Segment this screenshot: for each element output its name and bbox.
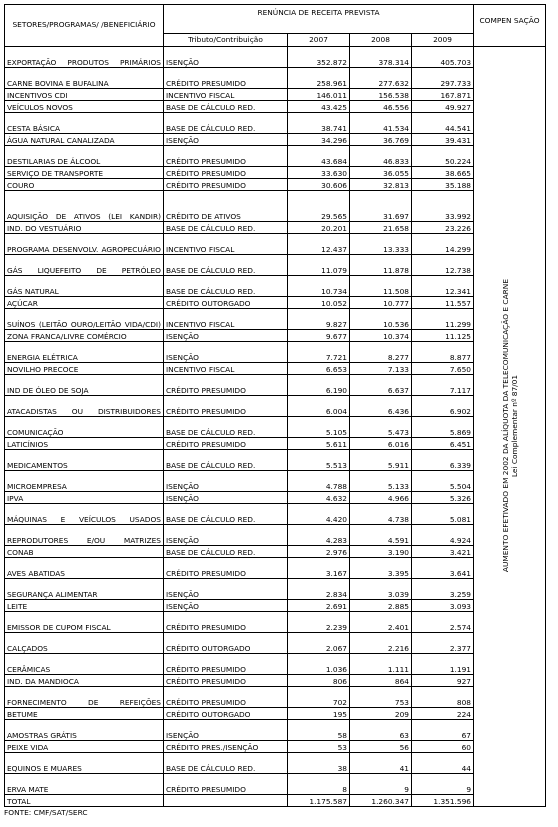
- value-2008-cell: 6.637: [350, 375, 412, 396]
- table-row: [5, 309, 546, 330]
- tax-type-cell: CRÉDITO OUTORGADO: [164, 633, 288, 654]
- value-2009-cell: 50.224: [412, 146, 474, 167]
- tax-type-cell: CRÉDITO PRESUMIDO: [164, 179, 288, 191]
- table-row: [5, 492, 546, 504]
- value-2009-cell: 12.341: [412, 276, 474, 297]
- value-2007-cell: 10.734: [288, 276, 350, 297]
- tax-type-cell: CRÉDITO DE ATIVOS: [164, 191, 288, 222]
- value-2009-cell: 44: [412, 753, 474, 774]
- tax-type-cell: [164, 795, 288, 807]
- tax-type-cell: CRÉDITO PRES./ISENÇÃO: [164, 741, 288, 753]
- sector-name-cell: CERÂMICAS: [5, 654, 164, 675]
- tax-type-cell: CRÉDITO PRESUMIDO: [164, 687, 288, 708]
- value-2008-cell: 7.133: [350, 363, 412, 375]
- table-row: [5, 579, 546, 600]
- tax-type-cell: ISENÇÃO: [164, 720, 288, 741]
- value-2009-cell: 49.927: [412, 101, 474, 113]
- value-2009-cell: 2.377: [412, 633, 474, 654]
- sector-name-cell: PROGRAMA DESENVOLV. AGROPECUÁRIO: [5, 234, 164, 255]
- tax-type-cell: ISENÇÃO: [164, 342, 288, 363]
- value-2008-cell: 2.885: [350, 600, 412, 612]
- value-2009-cell: 33.992: [412, 191, 474, 222]
- value-2007-cell: 4.283: [288, 525, 350, 546]
- sector-name-cell: INCENTIVOS CDI: [5, 89, 164, 101]
- table-row: [5, 89, 546, 101]
- sector-name-cell: LATICÍNIOS: [5, 438, 164, 450]
- value-2008-cell: 753: [350, 687, 412, 708]
- value-2007-cell: 1.175.587: [288, 795, 350, 807]
- value-2007-cell: 4.788: [288, 471, 350, 492]
- sector-name-cell: NOVILHO PRECOCE: [5, 363, 164, 375]
- sector-name-cell: VEÍCULOS NOVOS: [5, 101, 164, 113]
- tax-type-cell: BASE DE CÁLCULO RED.: [164, 222, 288, 234]
- value-2007-cell: 2.067: [288, 633, 350, 654]
- value-2009-cell: 3.093: [412, 600, 474, 612]
- value-2009-cell: 405.703: [412, 47, 474, 68]
- value-2008-cell: 32.813: [350, 179, 412, 191]
- value-2008-cell: 4.966: [350, 492, 412, 504]
- value-2007-cell: 53: [288, 741, 350, 753]
- table-row: [5, 396, 546, 417]
- value-2007-cell: 9.677: [288, 330, 350, 342]
- table-row: [5, 363, 546, 375]
- table-row: [5, 741, 546, 753]
- table-row: [5, 600, 546, 612]
- value-2009-cell: 927: [412, 675, 474, 687]
- table-row: [5, 417, 546, 438]
- value-2009-cell: 7.650: [412, 363, 474, 375]
- sector-name-cell: CESTA BÁSICA: [5, 113, 164, 134]
- value-2007-cell: 5.611: [288, 438, 350, 450]
- value-2009-cell: 39.431: [412, 134, 474, 146]
- table-row: [5, 134, 546, 146]
- value-2008-cell: 5.133: [350, 471, 412, 492]
- table-row: [5, 708, 546, 720]
- value-2009-cell: 2.574: [412, 612, 474, 633]
- tax-type-cell: ISENÇÃO: [164, 525, 288, 546]
- table-row: [5, 438, 546, 450]
- value-2007-cell: 352.872: [288, 47, 350, 68]
- sector-name-cell: MEDICAMENTOS: [5, 450, 164, 471]
- tax-type-cell: CRÉDITO PRESUMIDO: [164, 675, 288, 687]
- table-row: [5, 375, 546, 396]
- value-2007-cell: 29.565: [288, 191, 350, 222]
- sector-name-cell: EQUINOS E MUARES: [5, 753, 164, 774]
- value-2009-cell: 35.188: [412, 179, 474, 191]
- source-note: FONTE: CMF/SAT/SERC: [4, 808, 88, 817]
- revenue-waiver-table-sheet: [4, 4, 545, 817]
- sector-name-cell: SEGURANÇA ALIMENTAR: [5, 579, 164, 600]
- value-2008-cell: 63: [350, 720, 412, 741]
- value-2009-cell: 6.451: [412, 438, 474, 450]
- sector-name-cell: AVES ABATIDAS: [5, 558, 164, 579]
- table-row: [5, 222, 546, 234]
- value-2008-cell: 10.374: [350, 330, 412, 342]
- sector-name-cell: SUÍNOS (LEITÃO OURO/LEITÃO VIDA/CDI): [5, 309, 164, 330]
- value-2007-cell: 38: [288, 753, 350, 774]
- value-2008-cell: 46.833: [350, 146, 412, 167]
- value-2007-cell: 702: [288, 687, 350, 708]
- tax-type-cell: CRÉDITO PRESUMIDO: [164, 167, 288, 179]
- sector-name-cell: AÇÚCAR: [5, 297, 164, 309]
- table-body: [5, 47, 546, 807]
- value-2008-cell: 41.534: [350, 113, 412, 134]
- value-2007-cell: 258.961: [288, 68, 350, 89]
- value-2007-cell: 7.721: [288, 342, 350, 363]
- table-row: [5, 675, 546, 687]
- table-row: [5, 234, 546, 255]
- tax-type-cell: CRÉDITO PRESUMIDO: [164, 774, 288, 795]
- sector-name-cell: TOTAL: [5, 795, 164, 807]
- value-2009-cell: 4.924: [412, 525, 474, 546]
- sector-name-cell: COURO: [5, 179, 164, 191]
- tax-type-cell: BASE DE CÁLCULO RED.: [164, 101, 288, 113]
- value-2008-cell: 2.216: [350, 633, 412, 654]
- value-2007-cell: 34.296: [288, 134, 350, 146]
- value-2009-cell: 5.326: [412, 492, 474, 504]
- total-row: [5, 795, 546, 807]
- value-2009-cell: 167.871: [412, 89, 474, 101]
- value-2009-cell: 11.299: [412, 309, 474, 330]
- value-2009-cell: 38.665: [412, 167, 474, 179]
- value-2009-cell: 5.869: [412, 417, 474, 438]
- header-year-2009: 2009: [412, 34, 474, 47]
- table-row: [5, 101, 546, 113]
- header-renuncia: RENÚNCIA DE RECEITA PREVISTA: [164, 5, 474, 34]
- tax-type-cell: CRÉDITO PRESUMIDO: [164, 146, 288, 167]
- table-row: [5, 113, 546, 134]
- value-2009-cell: 3.421: [412, 546, 474, 558]
- sector-name-cell: CARNE BOVINA E BUFALINA: [5, 68, 164, 89]
- value-2008-cell: 864: [350, 675, 412, 687]
- table-row: [5, 179, 546, 191]
- value-2007-cell: 33.630: [288, 167, 350, 179]
- value-2008-cell: 36.055: [350, 167, 412, 179]
- sector-name-cell: CALÇADOS: [5, 633, 164, 654]
- value-2009-cell: 3.259: [412, 579, 474, 600]
- value-2008-cell: 6.016: [350, 438, 412, 450]
- table-row: [5, 255, 546, 276]
- value-2009-cell: 44.541: [412, 113, 474, 134]
- value-2008-cell: 46.556: [350, 101, 412, 113]
- value-2007-cell: 6.653: [288, 363, 350, 375]
- table-row: [5, 471, 546, 492]
- value-2007-cell: 6.004: [288, 396, 350, 417]
- value-2009-cell: 1.351.596: [412, 795, 474, 807]
- header-tributo: Tributo/Contribuição: [164, 34, 288, 47]
- tax-type-cell: INCENTIVO FISCAL: [164, 89, 288, 101]
- table-row: [5, 612, 546, 633]
- value-2009-cell: 7.117: [412, 375, 474, 396]
- value-2009-cell: 6.339: [412, 450, 474, 471]
- tax-type-cell: ISENÇÃO: [164, 330, 288, 342]
- value-2008-cell: 21.658: [350, 222, 412, 234]
- tax-type-cell: ISENÇÃO: [164, 134, 288, 146]
- table-row: [5, 450, 546, 471]
- header-year-2008: 2008: [350, 34, 412, 47]
- value-2009-cell: 6.902: [412, 396, 474, 417]
- value-2007-cell: 195: [288, 708, 350, 720]
- value-2007-cell: 6.190: [288, 375, 350, 396]
- table-row: [5, 720, 546, 741]
- tax-type-cell: CRÉDITO PRESUMIDO: [164, 654, 288, 675]
- sector-name-cell: GÁS NATURAL: [5, 276, 164, 297]
- table-row: [5, 753, 546, 774]
- tax-type-cell: BASE DE CÁLCULO RED.: [164, 113, 288, 134]
- value-2007-cell: 4.420: [288, 504, 350, 525]
- tax-type-cell: ISENÇÃO: [164, 47, 288, 68]
- tax-type-cell: ISENÇÃO: [164, 579, 288, 600]
- sector-name-cell: FORNECIMENTO DE REFEIÇÕES: [5, 687, 164, 708]
- table-row: [5, 276, 546, 297]
- tax-type-cell: CRÉDITO PRESUMIDO: [164, 68, 288, 89]
- tax-type-cell: CRÉDITO PRESUMIDO: [164, 612, 288, 633]
- sector-name-cell: ÁGUA NATURAL CANALIZADA: [5, 134, 164, 146]
- sector-name-cell: IND. DO VESTUÁRIO: [5, 222, 164, 234]
- tax-type-cell: BASE DE CÁLCULO RED.: [164, 255, 288, 276]
- value-2007-cell: 38.741: [288, 113, 350, 134]
- tax-type-cell: INCENTIVO FISCAL: [164, 309, 288, 330]
- tax-type-cell: CRÉDITO PRESUMIDO: [164, 438, 288, 450]
- value-2008-cell: 378.314: [350, 47, 412, 68]
- tax-type-cell: BASE DE CÁLCULO RED.: [164, 546, 288, 558]
- value-2009-cell: 11.125: [412, 330, 474, 342]
- table-row: [5, 774, 546, 795]
- value-2008-cell: 4.591: [350, 525, 412, 546]
- value-2007-cell: 2.691: [288, 600, 350, 612]
- value-2008-cell: 1.111: [350, 654, 412, 675]
- sector-name-cell: BETUME: [5, 708, 164, 720]
- sector-name-cell: EMISSOR DE CUPOM FISCAL: [5, 612, 164, 633]
- value-2008-cell: 10.536: [350, 309, 412, 330]
- value-2007-cell: 3.167: [288, 558, 350, 579]
- value-2009-cell: 11.557: [412, 297, 474, 309]
- value-2008-cell: 31.697: [350, 191, 412, 222]
- value-2007-cell: 11.079: [288, 255, 350, 276]
- sector-name-cell: ATACADISTAS OU DISTRIBUIDORES: [5, 396, 164, 417]
- sector-name-cell: LEITE: [5, 600, 164, 612]
- sector-name-cell: REPRODUTORES E/OU MATRIZES: [5, 525, 164, 546]
- value-2009-cell: 23.226: [412, 222, 474, 234]
- value-2008-cell: 56: [350, 741, 412, 753]
- sector-name-cell: IND DE ÓLEO DE SOJA: [5, 375, 164, 396]
- sector-name-cell: PEIXE VIDA: [5, 741, 164, 753]
- tax-type-cell: BASE DE CÁLCULO RED.: [164, 417, 288, 438]
- value-2008-cell: 4.738: [350, 504, 412, 525]
- compensation-note-line2: Lei Complementar nº 87/01: [509, 374, 519, 477]
- value-2009-cell: 1.191: [412, 654, 474, 675]
- value-2008-cell: 11.508: [350, 276, 412, 297]
- table-row: [5, 558, 546, 579]
- tax-type-cell: INCENTIVO FISCAL: [164, 363, 288, 375]
- value-2007-cell: 2.834: [288, 579, 350, 600]
- value-2007-cell: 2.976: [288, 546, 350, 558]
- sector-name-cell: EXPORTAÇÃO PRODUTOS PRIMÁRIOS: [5, 47, 164, 68]
- tax-type-cell: CRÉDITO OUTORGADO: [164, 708, 288, 720]
- tax-type-cell: BASE DE CÁLCULO RED.: [164, 450, 288, 471]
- value-2008-cell: 156.538: [350, 89, 412, 101]
- value-2007-cell: 43.684: [288, 146, 350, 167]
- value-2009-cell: 5.081: [412, 504, 474, 525]
- sector-name-cell: CONAB: [5, 546, 164, 558]
- value-2007-cell: 146.011: [288, 89, 350, 101]
- tax-type-cell: ISENÇÃO: [164, 600, 288, 612]
- value-2007-cell: 43.425: [288, 101, 350, 113]
- table-row: [5, 654, 546, 675]
- value-2008-cell: 3.190: [350, 546, 412, 558]
- compensation-note: [501, 279, 519, 572]
- value-2007-cell: 5.513: [288, 450, 350, 471]
- table-row: [5, 546, 546, 558]
- value-2008-cell: 3.395: [350, 558, 412, 579]
- value-2008-cell: 9: [350, 774, 412, 795]
- value-2008-cell: 8.277: [350, 342, 412, 363]
- table-row: [5, 633, 546, 654]
- value-2007-cell: 30.606: [288, 179, 350, 191]
- tax-type-cell: ISENÇÃO: [164, 471, 288, 492]
- value-2009-cell: 12.738: [412, 255, 474, 276]
- value-2007-cell: 2.239: [288, 612, 350, 633]
- value-2007-cell: 1.036: [288, 654, 350, 675]
- value-2007-cell: 4.632: [288, 492, 350, 504]
- value-2008-cell: 41: [350, 753, 412, 774]
- table-row: [5, 146, 546, 167]
- sector-name-cell: DESTILARIAS DE ÁLCOOL: [5, 146, 164, 167]
- tax-type-cell: CRÉDITO PRESUMIDO: [164, 558, 288, 579]
- table-row: [5, 504, 546, 525]
- tax-type-cell: CRÉDITO PRESUMIDO: [164, 375, 288, 396]
- value-2008-cell: 6.436: [350, 396, 412, 417]
- value-2007-cell: 20.201: [288, 222, 350, 234]
- value-2009-cell: 67: [412, 720, 474, 741]
- value-2009-cell: 9: [412, 774, 474, 795]
- table-row: [5, 47, 546, 68]
- sector-name-cell: IPVA: [5, 492, 164, 504]
- table-row: [5, 167, 546, 179]
- value-2007-cell: 12.437: [288, 234, 350, 255]
- value-2009-cell: 3.641: [412, 558, 474, 579]
- sector-name-cell: ZONA FRANCA/LIVRE COMÉRCIO: [5, 330, 164, 342]
- value-2009-cell: 297.733: [412, 68, 474, 89]
- tax-type-cell: CRÉDITO PRESUMIDO: [164, 396, 288, 417]
- compensation-note-line1: AUMENTO EFETIVADO EM 2002 DA ALÍQUOTA DA TELECOMUNICAÇÃO E CARNE: [500, 278, 510, 572]
- sector-name-cell: AMOSTRAS GRÁTIS: [5, 720, 164, 741]
- value-2008-cell: 209: [350, 708, 412, 720]
- value-2007-cell: 806: [288, 675, 350, 687]
- value-2009-cell: 60: [412, 741, 474, 753]
- table-row: [5, 297, 546, 309]
- value-2007-cell: 58: [288, 720, 350, 741]
- sector-name-cell: ENERGIA ELÉTRICA: [5, 342, 164, 363]
- value-2009-cell: 8.877: [412, 342, 474, 363]
- value-2008-cell: 1.260.347: [350, 795, 412, 807]
- sector-name-cell: COMUNICAÇÃO: [5, 417, 164, 438]
- value-2007-cell: 10.052: [288, 297, 350, 309]
- value-2008-cell: 5.911: [350, 450, 412, 471]
- value-2007-cell: 8: [288, 774, 350, 795]
- header-setores: SETORES/PROGRAMAS/ /BENEFICIÁRIO: [5, 5, 164, 47]
- tax-type-cell: INCENTIVO FISCAL: [164, 234, 288, 255]
- value-2007-cell: 9.827: [288, 309, 350, 330]
- value-2009-cell: 5.504: [412, 471, 474, 492]
- table-row: [5, 342, 546, 363]
- value-2008-cell: 11.878: [350, 255, 412, 276]
- header-year-2007: 2007: [288, 34, 350, 47]
- value-2008-cell: 36.769: [350, 134, 412, 146]
- value-2008-cell: 3.039: [350, 579, 412, 600]
- value-2008-cell: 277.632: [350, 68, 412, 89]
- value-2009-cell: 14.299: [412, 234, 474, 255]
- sector-name-cell: ERVA MATE: [5, 774, 164, 795]
- table-row: [5, 68, 546, 89]
- sector-name-cell: IND. DA MANDIOCA: [5, 675, 164, 687]
- value-2008-cell: 2.401: [350, 612, 412, 633]
- tax-type-cell: BASE DE CÁLCULO RED.: [164, 504, 288, 525]
- value-2008-cell: 13.333: [350, 234, 412, 255]
- value-2008-cell: 10.777: [350, 297, 412, 309]
- sector-name-cell: SERVIÇO DE TRANSPORTE: [5, 167, 164, 179]
- value-2008-cell: 5.473: [350, 417, 412, 438]
- tax-type-cell: BASE DE CÁLCULO RED.: [164, 753, 288, 774]
- sector-name-cell: AQUISIÇÃO DE ATIVOS (LEI KANDIR): [5, 191, 164, 222]
- table-row: [5, 525, 546, 546]
- value-2009-cell: 224: [412, 708, 474, 720]
- value-2007-cell: 5.105: [288, 417, 350, 438]
- compensation-note-cell: [474, 47, 546, 807]
- sector-name-cell: MICROEMPRESA: [5, 471, 164, 492]
- table-row: [5, 687, 546, 708]
- tax-type-cell: ISENÇÃO: [164, 492, 288, 504]
- sector-name-cell: MÁQUINAS E VEÍCULOS USADOS: [5, 504, 164, 525]
- tax-type-cell: CRÉDITO OUTORGADO: [164, 297, 288, 309]
- value-2009-cell: 808: [412, 687, 474, 708]
- tax-type-cell: BASE DE CÁLCULO RED.: [164, 276, 288, 297]
- table-row: [5, 330, 546, 342]
- revenue-waiver-table: [4, 4, 546, 807]
- header-compensacao: COMPEN SAÇÃO: [474, 5, 546, 47]
- table-row: [5, 191, 546, 222]
- sector-name-cell: GÁS LIQUEFEITO DE PETRÓLEO: [5, 255, 164, 276]
